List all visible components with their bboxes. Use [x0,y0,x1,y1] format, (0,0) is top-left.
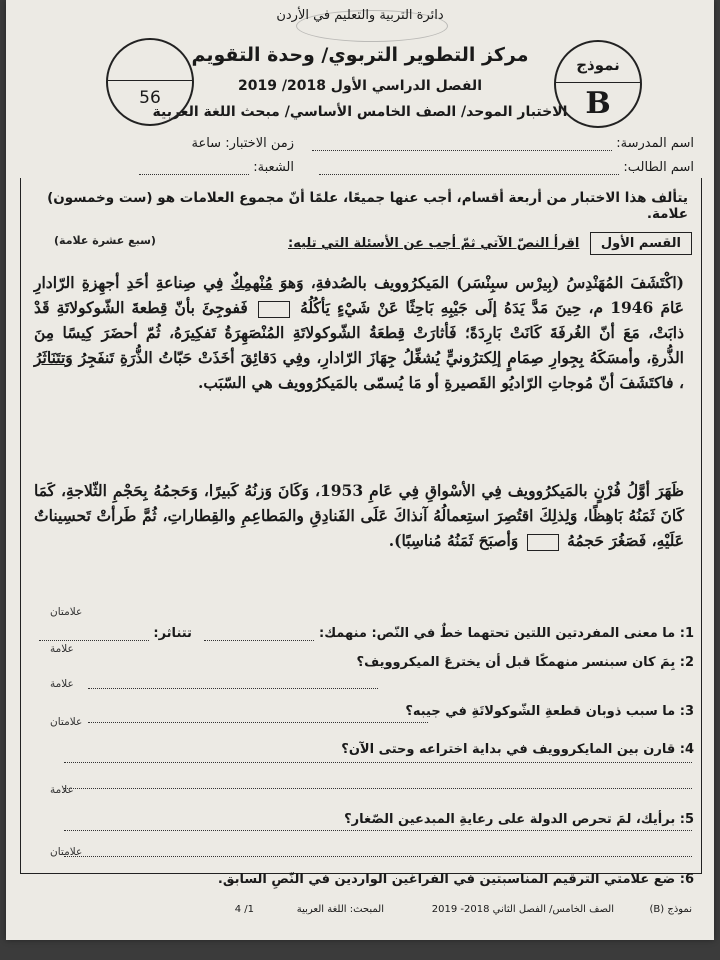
section-1-label: القسم الأول [590,232,692,255]
question-6: 6: ضع علامتي الترقيم المناسبتين في الفراغين الواردين في النّصِ السابق. [217,872,694,887]
section-1-header [288,232,692,255]
answer-line-5a[interactable] [64,830,692,831]
section-field[interactable]: الشعبة: [139,160,294,175]
punctuation-blank-1[interactable] [258,301,290,318]
section-1-instruction: اقرأ النصّ الآتي ثمّ أجب عن الأسئلة التي تليه: [288,236,580,251]
answer-line-4b[interactable] [64,788,692,789]
time-field: زمن الاختبار: ساعة [191,136,294,151]
question-2-marks: علامة [50,643,74,655]
passage-paragraph-2: ظَهَرَ أوَّلُ فُرْنٍ بالمَيكرُوويف فِي الأسْواقِ فِي عَامِ 1953، وَكَانَ وَزنُهُ كَبيرًا، وَحَجمُهُ بِحَجْمِ الثّلاجةِ، كَمَا كَانَ ثَمَنُهُ بَاهِظًا، وَلِذلِكَ اقتُصِرَ استِعمالُهُ آنذاكَ عَلَى الفَنادِقِ والمَطاعِمِ والقِطاراتِ، ثُمَّ طَرأتْ تَحسِيناتٌ عَلَيْهِ، فَصَغُرَ حَجمُهُ وَأصبَحَ ثَمَنُهُ مُناسِبًا). [34,481,684,550]
footer-subject: المبحث: اللغة العربية [296,904,384,915]
school-field[interactable] [312,136,694,151]
answer-line-3[interactable] [88,722,428,723]
department-line: دائرة التربية والتعليم في الأردن [276,8,444,23]
model-circle [554,40,642,128]
student-label: اسم الطالب: [623,160,694,175]
question-4: 4: قارن بين المايكروويف في بداية اختراعه وحتى الآن؟ [341,742,694,757]
semester-line: الفصل الدراسي الأول 2018/ 2019 [238,78,482,94]
passage-paragraph-1: (اكْتَشَفَ المُهَنْدِسُ (بِيرْس سبِنْسَر) المَيكرُوويف بالصُدفةِ، وَهوَ مُنْهمِكٌ فِي صِناعةِ أحَدِ أجهِزةِ الرّادارِ عَامَ 1946 م، حِينَ مَدَّ يَدَهُ إلَى جَيْبِهِ بَاحِثًا عَنْ شَيْءٍ يَأكُلُهُ فَفوجِئَ بأنّ قِطعةَ الشّوكولاتَةِ قَدْ ذابَتْ، مَعَ أنّ الغُرفَةَ كَانَتْ بَارِدَةً؛ فَأثارَتْ قِطعَةُ الشّوكولاتَةِ المُنْصَهِرَةُ تَفكِيرَهُ، ثُمّ أحضَرَ كِيسًا مِنَ الذُّرةِ، وأمسَكَهُ بِجِوارِ صِمَامٍ إلِكترُونيٍّ يُشغِّلُ جِهَازَ الرّادارِ، وفِي دَقائِقَ أخَذَتْ حَبّاتُ الذُّرَةِ تَنفَجِرُ وَتتَنَاثَرُ ، فاكتَشَفَ أنّ مُوجاتِ الرّاديُو القَصيرةِ أو مَا يُسمّى بالمَيكرُوويف هي السّبَب. [34,273,685,392]
question-5-marks: علامة [50,784,74,796]
punctuation-blank-2[interactable] [527,534,559,551]
exam-sheet [6,0,714,940]
student-field[interactable] [319,160,694,175]
model-label: نموذج [576,56,620,74]
question-6-marks: علامتان [50,846,83,858]
center-title: مركز التطوير التربوي/ وحدة التقويم [191,44,529,66]
section-1-marks: (سبع عشرة علامة) [54,234,156,247]
answer-line-2[interactable] [88,688,378,689]
question-1-marks: علامتان [50,606,83,618]
answer-line-4a[interactable] [64,762,692,763]
question-5: 5: برأيك، لمَ تحرص الدولة على رعايةِ المبدعين الصّغار؟ [344,812,694,827]
school-label: اسم المدرسة: [616,136,694,151]
intro-text: يتألف هذا الاختبار من أربعة أقسام، أجب عنها جميعًا، علمًا أنّ مجموع العلامات هو (ست وخمسون) علامة. [47,190,688,222]
underlined-word-2: وَتتَنَاثَرُ [34,348,73,367]
question-3: 3: ما سبب ذوبان قطعةِ الشّوكولاتَةِ في جيبه؟ [405,704,694,719]
question-2: 2: بِمَ كان سبنسر منهمكًا قبل أن يخترعَ الميكروويف؟ [356,655,694,670]
exam-title: الاختبار الموحد/ الصف الخامس الأساسي/ مبحث اللغة العربية [152,104,568,120]
total-score: 56 [139,88,161,108]
footer-page: 1/ 4 [234,904,254,915]
question-4-marks: علامتان [50,716,83,728]
footer-grade: الصف الخامس/ الفصل الثاني 2018- 2019 [431,904,614,915]
score-circle [106,38,194,126]
question-1: 1: ما معنى المفردتين اللتين تحتهما خطٌ في النّص: منهمك: تتناثر: [39,626,694,641]
underlined-word-1: مُنْهمِكٌ [230,273,273,292]
model-letter: B [585,86,611,121]
answer-line-5b[interactable] [64,856,692,857]
question-3-marks: علامة [50,678,74,690]
footer-model: نموذج (B) [649,904,692,915]
